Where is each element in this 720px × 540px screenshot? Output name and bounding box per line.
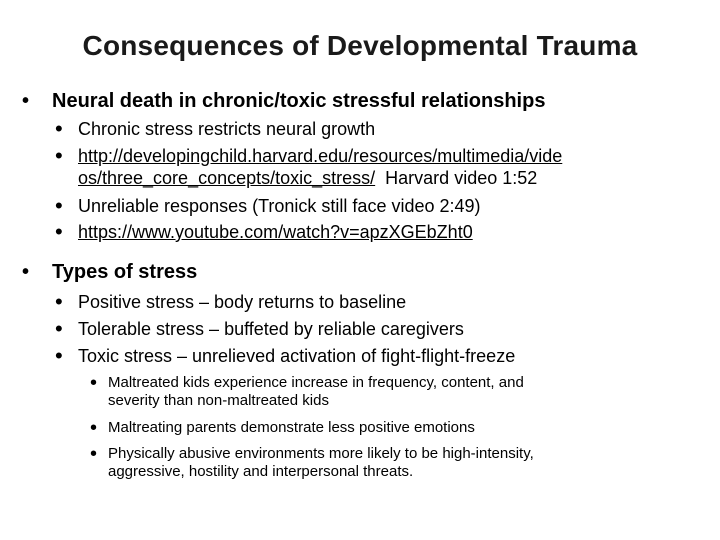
bullet-icon: • xyxy=(22,90,30,112)
subsubbullet-maltreating-parents xyxy=(90,419,710,437)
text-maltreated-kids-line2: severity than non-maltreated kids xyxy=(108,392,329,409)
bullet-icon: • xyxy=(55,193,63,218)
subbullet-toxic-stress xyxy=(55,345,705,367)
subbullet-unreliable xyxy=(55,195,705,217)
text-physically-abusive xyxy=(108,445,710,481)
bullet-neural-death xyxy=(22,88,702,114)
bullet-icon: • xyxy=(90,443,98,465)
bullet-icon: • xyxy=(55,289,63,314)
subbullet-tolerable-stress xyxy=(55,318,705,340)
slide-title: Consequences of Developmental Trauma xyxy=(82,30,638,61)
bullet-icon: • xyxy=(55,343,63,368)
heading-types-of-stress: Types of stress xyxy=(52,261,198,283)
harvard-link-line1[interactable]: http://developingchild.harvard.edu/resources/multimedia/vide xyxy=(78,146,563,166)
bullet-icon: • xyxy=(55,116,63,141)
bullet-types-of-stress xyxy=(22,259,702,285)
text-maltreated-kids xyxy=(108,374,710,410)
text-unreliable: Unreliable responses (Tronick still face video 2:49) xyxy=(78,196,481,216)
youtube-link[interactable]: https://www.youtube.com/watch?v=apzXGEbZht0 xyxy=(78,222,473,242)
bullet-icon: • xyxy=(55,316,63,341)
subsubbullet-maltreated-kids xyxy=(90,374,710,410)
text-maltreating-parents: Maltreating parents demonstrate less positive emotions xyxy=(108,419,475,436)
bullet-icon: • xyxy=(90,417,98,439)
subbullet-harvard-link xyxy=(55,145,705,189)
subbullet-chronic-stress xyxy=(55,118,705,140)
harvard-link-line2[interactable]: os/three_core_concepts/toxic_stress/ xyxy=(78,168,376,188)
bullet-icon: • xyxy=(22,261,30,283)
text-physically-abusive-line1: Physically abusive environments more likely to be high-intensity, xyxy=(108,445,534,462)
subbullet-youtube-link xyxy=(55,221,705,243)
text-physically-abusive-line2: aggressive, hostility and interpersonal threats. xyxy=(108,463,414,480)
text-toxic-stress: Toxic stress – unrelieved activation of fight-flight-freeze xyxy=(78,346,516,366)
text-tolerable-stress: Tolerable stress – buffeted by reliable caregivers xyxy=(78,319,464,339)
bullet-icon: • xyxy=(55,143,63,168)
subsubbullet-physically-abusive xyxy=(90,445,710,481)
harvard-video-label: Harvard video 1:52 xyxy=(385,168,538,188)
subbullet-positive-stress xyxy=(55,291,705,313)
harvard-link-block xyxy=(78,145,705,189)
text-chronic-stress: Chronic stress restricts neural growth xyxy=(78,119,376,139)
text-positive-stress: Positive stress – body returns to baseline xyxy=(78,292,407,312)
bullet-icon: • xyxy=(55,219,63,244)
heading-neural-death: Neural death in chronic/toxic stressful relationships xyxy=(52,90,546,112)
text-maltreated-kids-line1: Maltreated kids experience increase in frequency, content, and xyxy=(108,374,524,391)
bullet-icon: • xyxy=(90,372,98,394)
